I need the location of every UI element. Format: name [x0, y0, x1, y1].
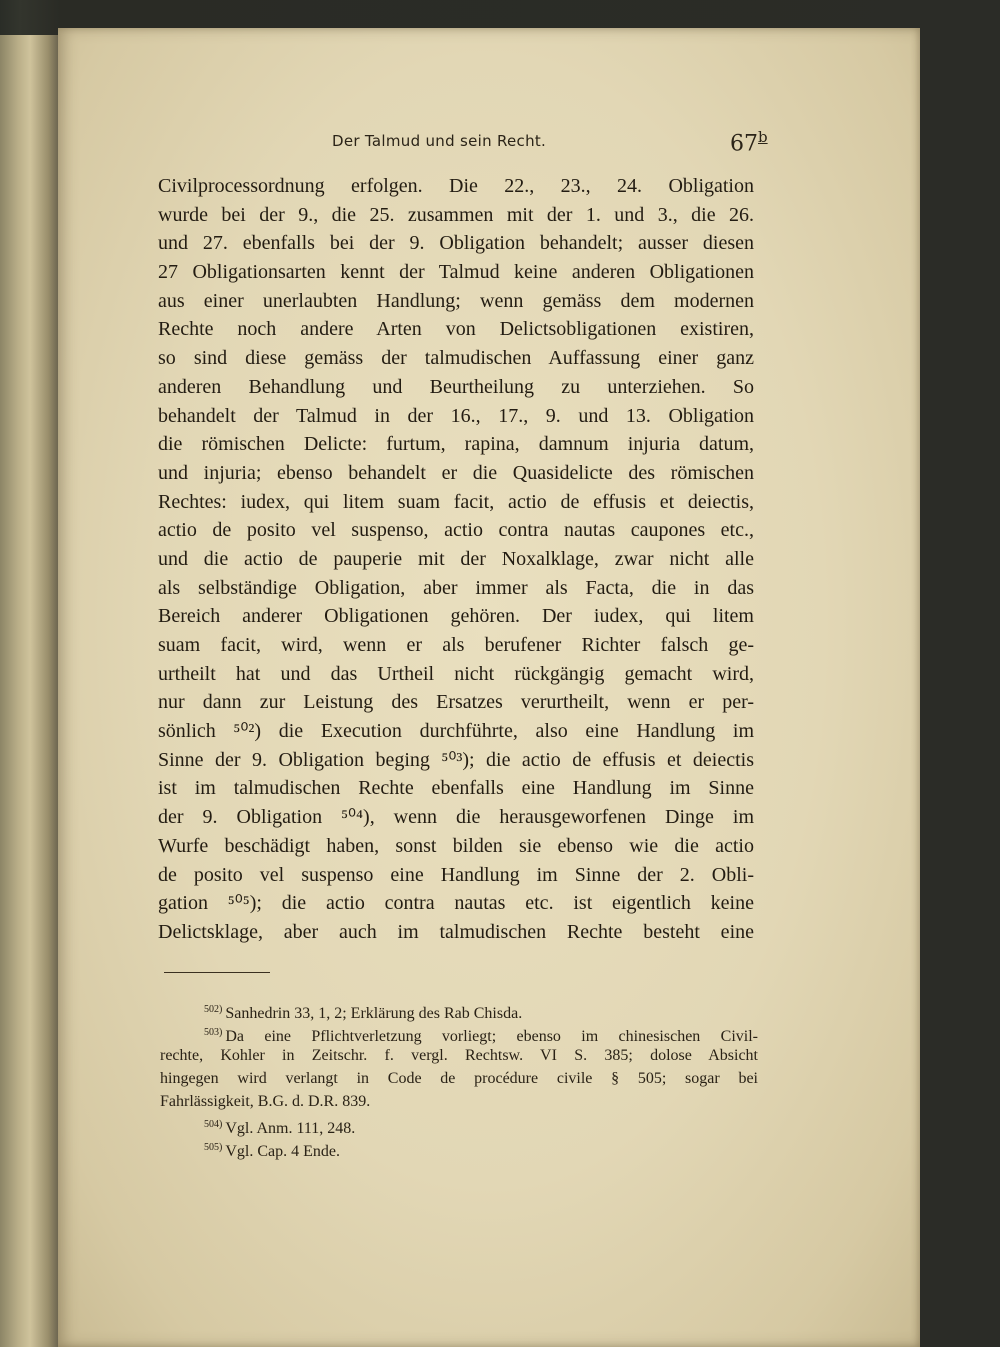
- page-number-value: 67: [730, 131, 758, 157]
- text-line: die römischen Delicte: furtum, rapina, damnum injuria datum,: [158, 433, 754, 456]
- footnote-mark: 505): [204, 1142, 223, 1153]
- text-line: gation ⁵⁰⁵); die actio contra nautas etc. ist eigentlich keine: [158, 892, 754, 915]
- footnote-503: [160, 1021, 758, 1044]
- footnote-divider: [164, 972, 270, 973]
- text-line: Delictsklage, aber auch im talmudischen Rechte besteht eine: [158, 920, 754, 943]
- footnote-502: [160, 998, 758, 1021]
- page-number-suffix: b: [758, 128, 768, 146]
- text-line: wurde bei der 9., die 25. zusammen mit der 1. und 3., die 26.: [158, 203, 754, 226]
- text-line: 27 Obligationsarten kennt der Talmud keine anderen Obligationen: [158, 261, 754, 284]
- text-line: aus einer unerlaubten Handlung; wenn gemäss dem modernen: [158, 289, 754, 312]
- footnote-text: Da eine Pflichtverletzung vorliegt; ebenso im chinesischen Civil-: [225, 1028, 758, 1045]
- page-number: [730, 128, 768, 156]
- text-line: sönlich ⁵⁰²) die Execution durchführte, also eine Handlung im: [158, 720, 754, 743]
- text-line: Bereich anderer Obligationen gehören. Der iudex, qui litem: [158, 605, 754, 628]
- footnote-503-line: Fahrlässigkeit, B.G. d. D.R. 839.: [160, 1093, 371, 1110]
- text-line: Civilprocessordnung erfolgen. Die 22., 23., 24. Obligation: [158, 175, 754, 197]
- running-title: Der Talmud und sein Recht.: [332, 132, 547, 150]
- footnote-text: Vgl. Cap. 4 Ende.: [225, 1143, 340, 1160]
- footnote-mark: 504): [204, 1119, 223, 1130]
- text-line: de posito vel suspenso eine Handlung im Sinne der 2. Obli-: [158, 863, 754, 886]
- footnote-503-line: hingegen wird verlangt in Code de procédure civile § 505; sogar bei: [160, 1070, 758, 1087]
- footnote-503-line: rechte, Kohler in Zeitschr. f. vergl. Rechtsw. VI S. 385; dolose Absicht: [160, 1047, 758, 1064]
- body-text: [158, 172, 754, 947]
- text-line: suam facit, wird, wenn er als berufener Richter falsch ge-: [158, 634, 754, 656]
- text-line: der 9. Obligation ⁵⁰⁴), wenn die herausgeworfenen Dinge im: [158, 806, 754, 829]
- footnotes: [160, 998, 758, 1159]
- footnote-text: Sanhedrin 33, 1, 2; Erklärung des Rab Chisda.: [225, 1005, 523, 1022]
- text-line: und injuria; ebenso behandelt er die Quasidelicte des römischen: [158, 461, 754, 484]
- text-line: und die actio de pauperie mit der Noxalklage, zwar nicht alle: [158, 547, 754, 570]
- text-line: als selbständige Obligation, aber immer als Facta, die in das: [158, 576, 754, 599]
- footnote-505: [160, 1136, 758, 1159]
- text-line: urtheilt hat und das Urtheil nicht rückgängig gemacht wird,: [158, 662, 754, 685]
- footnote-mark: 503): [204, 1027, 223, 1038]
- text-line: ist im talmudischen Rechte ebenfalls eine Handlung im Sinne: [158, 777, 754, 800]
- text-line: anderen Behandlung und Beurtheilung zu unterziehen. So: [158, 375, 754, 398]
- text-line: Sinne der 9. Obligation beging ⁵⁰³); die actio de effusis et deiectis: [158, 748, 754, 771]
- text-line: Rechtes: iudex, qui litem suam facit, actio de effusis et deiectis,: [158, 490, 754, 513]
- text-line: behandelt der Talmud in der 16., 17., 9. und 13. Obligation: [158, 404, 754, 427]
- text-line: nur dann zur Leistung des Ersatzes verurtheilt, wenn er per-: [158, 691, 754, 714]
- text-line: Rechte noch andere Arten von Delictsobligationen existiren,: [158, 318, 754, 341]
- footnote-mark: 502): [204, 1004, 223, 1015]
- footnote-504: [160, 1113, 758, 1136]
- text-line: Wurfe beschädigt haben, sonst bilden sie ebenso wie die actio: [158, 834, 754, 857]
- footnote-text: Vgl. Anm. 111, 248.: [225, 1120, 356, 1137]
- text-line: actio de posito vel suspenso, actio contra nautas caupones etc.,: [158, 519, 754, 542]
- text-line: und 27. ebenfalls bei der 9. Obligation behandelt; ausser diesen: [158, 232, 754, 255]
- previous-page-edge: [0, 35, 58, 1347]
- text-line: so sind diese gemäss der talmudischen Auffassung einer ganz: [158, 347, 754, 370]
